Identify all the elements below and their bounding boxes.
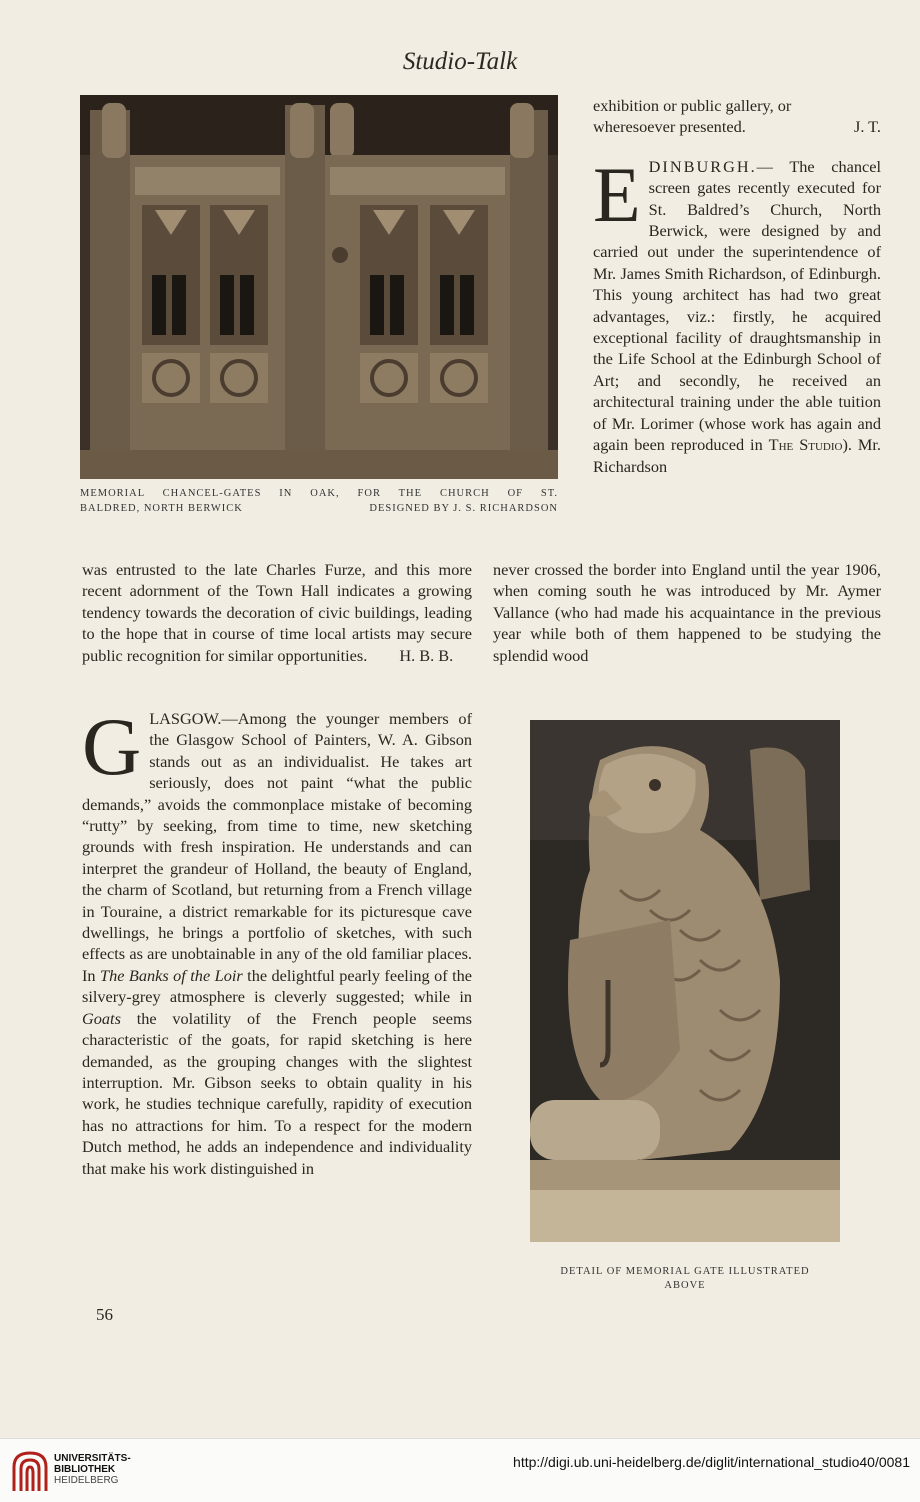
- library-line3: HEIDELBERG: [54, 1475, 119, 1486]
- edinburgh-paragraph-end: ). Mr. Richardson: [593, 435, 881, 476]
- jt-signoff: J. T.: [854, 117, 881, 137]
- edinburgh-paragraph: — The chancel screen gates recently executed for St. Baldred’s Church, North Berwick, were designed by and carried out under the superintendence of Mr. James Smith Richardson, of Edinburgh. This young architect has had two great advantages, viz.: firstly, he acquired exceptional facility of draughtsmanship in the Life School at the Edinburgh School of Art; and secondly, he received an architectural training under the able tuition of Mr. Lorimer (whose work has again and again been reproduced in: [593, 156, 881, 455]
- the-studio-title: The Studio: [768, 435, 843, 455]
- banks-of-the-loir-title: The Banks of the Loir: [100, 965, 243, 985]
- library-name: [54, 1453, 131, 1486]
- figure1-caption-left: BALDRED, NORTH BERWICK: [80, 503, 243, 514]
- library-line2: BIBLIOTHEK: [54, 1464, 116, 1475]
- page-number: 56: [96, 1305, 113, 1324]
- goats-title: Goats: [82, 1008, 121, 1028]
- glasgow-text-2: the delightful pearly feeling of the silvery-grey atmosphere is cleverly suggested; while in: [82, 965, 472, 1007]
- hbb-signoff: H. B. B.: [399, 645, 454, 665]
- glasgow-text-1: —Among the younger members of the Glasgow School of Painters, W. A. Gibson stands out as an individualist. He takes art seriously, does not paint “what the public demands,” avoids the commonplace mistake of becoming “rutty” by seeking, from time to time, new sketching grounds with fresh inspiration. He understands and can interpret the grandeur of Holland, the beauty of England, the charm of Scotland, but returning from a French village in Touraine, a district remarkable for its picturesque cave dwellings, he brings a portfolio of sketches, with such effects as are unobtainable in any of the old familiar places. In: [82, 709, 472, 985]
- footer-bar: [0, 1438, 920, 1502]
- figure2-caption-line2: ABOVE: [664, 1280, 706, 1291]
- exhibition-text-end: wheresoever presented.: [593, 117, 746, 137]
- running-title: Studio-Talk: [402, 48, 518, 75]
- edinburgh-column: [593, 95, 881, 477]
- furze-paragraph: [82, 559, 472, 666]
- richardson-continuation: [493, 559, 881, 666]
- figure2-caption-line1: DETAIL OF MEMORIAL GATE ILLUSTRATED: [560, 1266, 810, 1277]
- figure1-caption: [80, 486, 558, 516]
- eagle-carving-photo: [530, 720, 840, 1242]
- university-library-logo-icon: [12, 1449, 48, 1493]
- eagle-carving-illustration: [530, 720, 840, 1242]
- chancel-gates-illustration: [80, 95, 558, 479]
- exhibition-text: exhibition or public gallery, or: [593, 96, 792, 115]
- edinburgh-heading: DINBURGH.: [648, 156, 757, 176]
- dropcap-g: G: [82, 701, 142, 792]
- figure1-caption-line1: MEMORIAL CHANCEL-GATES IN OAK, FOR THE CHURCH OF ST.: [80, 488, 558, 499]
- glasgow-text-3: the volatility of the French people seems characteristic of the goats, for rapid sketching is here demanded, as the grouping changes with the slightest interruption. Mr. Gibson seeks to obtain quality in his work, he studies technique carefully, rapidity of execution has no attractions for him. To a respect for the modern Dutch method, he adds an independence and individuality that make his work distinguished in: [82, 1008, 472, 1178]
- chancel-gates-photo: [80, 95, 558, 479]
- library-line1: UNIVERSITÄTS-: [54, 1453, 131, 1464]
- source-url-link[interactable]: http://digi.ub.uni-heidelberg.de/diglit/international_studio40/0081: [513, 1454, 910, 1470]
- glasgow-column: [82, 701, 472, 1179]
- figure1-caption-right: DESIGNED BY J. S. RICHARDSON: [369, 503, 558, 514]
- figure2-caption: [520, 1265, 850, 1293]
- furze-text: was entrusted to the late Charles Furze, and this more recent adornment of the Town Hall indicates a growing tendency towards the decoration of civic buildings, leading to the hope that in course of time local artists may secure public recognition for similar opportunities.: [82, 560, 472, 665]
- richardson-text: never crossed the border into England until the year 1906, when coming south he was introduced by Mr. Aymer Vallance (who had made his acquaintance in the previous year while both of them happened to be studying the splendid wood: [493, 560, 881, 665]
- glasgow-heading: LASGOW.: [149, 709, 222, 728]
- dropcap-e: E: [593, 150, 641, 238]
